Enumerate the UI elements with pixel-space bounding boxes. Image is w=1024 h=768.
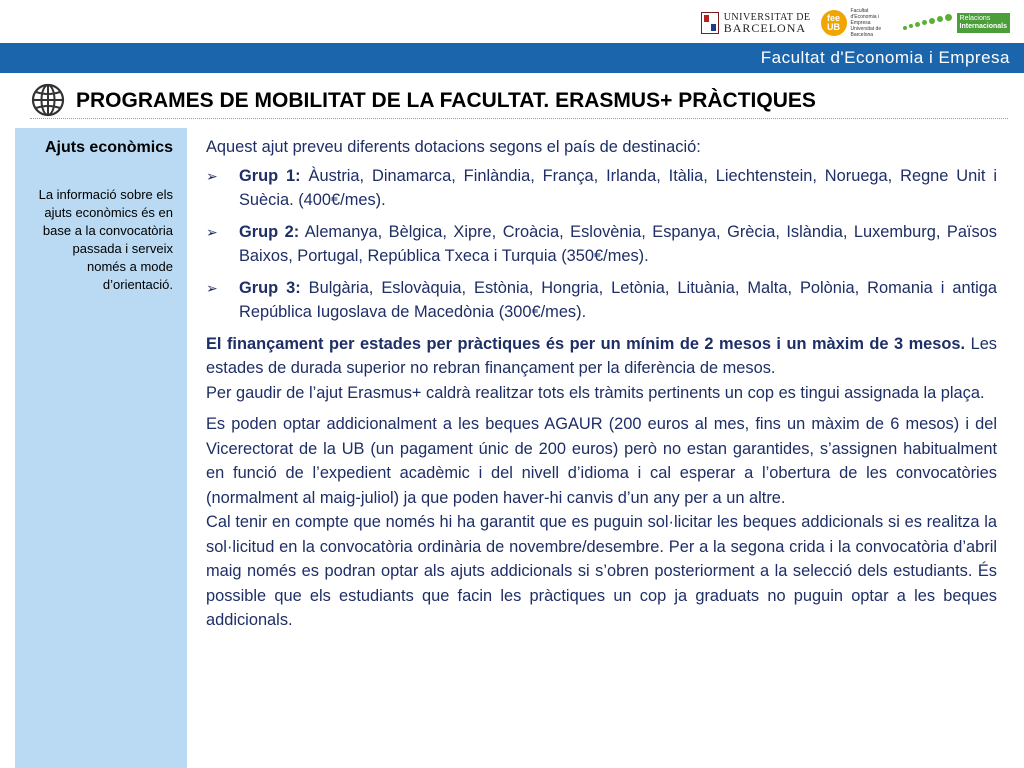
financing-paragraph: [206, 332, 997, 381]
relacions-internacionals-logo[interactable]: [901, 13, 1010, 33]
ub-shield-icon: [701, 12, 719, 34]
ub-logo-line2: BARCELONA: [723, 21, 807, 35]
financing-rest: Les estades de durada superior no rebran finançament per la diferència de mesos.: [206, 334, 998, 377]
fee-mark: fee UB: [821, 10, 847, 36]
fee-logo-text: Facultat d'Economia i Empresa Universitat de Barcelona: [850, 8, 882, 38]
group-countries: Àustria, Dinamarca, Finlàndia, França, Irlanda, Itàlia, Liechtenstein, Noruega, Regne Unit i Suècia. (400€/mes).: [239, 166, 997, 209]
financing-bold: El finançament per estades per pràctiques és per un mínim de 2 mesos i un màxim de 3 mesos.: [206, 334, 966, 353]
list-item: [206, 164, 997, 213]
ub-logo-line1: UNIVERSITAT DE: [723, 12, 811, 23]
dots-icon: [901, 13, 953, 33]
agaur-paragraph: Es poden optar addicionalment a les beques AGAUR (200 euros al mes, fins un màxim de 6 mesos) i del Vicerectorat de la UB (un pagament únic de 200 euros) però no estan garantides, s’assignen habitualment en funció de l’expedient acadèmic i del nivell d’idioma i cal esperar a l’obertura de les convocatòries (normalment al maig-juliol) ja que poden haver-hi canvis d’un any per a un altre.: [206, 415, 997, 507]
faculty-banner: [0, 43, 1024, 73]
title-row: [30, 82, 1008, 119]
erasmus-note-paragraph: Per gaudir de l’ajut Erasmus+ caldrà realitzar tots els tràmits pertinents un cop es tingui assignada la plaça.: [206, 383, 985, 402]
intro-paragraph: Aquest ajut preveu diferents dotacions segons el país de destinació:: [206, 138, 701, 156]
page-title: PROGRAMES DE MOBILITAT DE LA FACULTAT. ERASMUS+ PRÀCTIQUES: [76, 89, 816, 112]
ri-logo-line1: Relacions: [959, 15, 991, 22]
group-label: Grup 2:: [239, 222, 300, 241]
arrow-bullet-icon: ➢: [206, 167, 218, 184]
list-item: [206, 220, 997, 269]
group-list: [206, 164, 997, 325]
arrow-bullet-icon: ➢: [206, 279, 218, 296]
sidebar: [15, 128, 187, 768]
group-countries: Bulgària, Eslovàquia, Estònia, Hongria, Letònia, Lituània, Malta, Polònia, Romania i antiga República Iugoslava de Macedònia (300€/mes).: [239, 278, 997, 321]
group-label: Grup 3:: [239, 278, 301, 297]
main-content: [206, 135, 997, 633]
guarantee-paragraph: Cal tenir en compte que només hi ha garantit que es puguin sol·licitar les beques addicionals si es realitza la sol·licitud en la convocatòria ordinària de novembre/desembre. Per a la segona crida i la convocatòria d’abril maig només es podran optar als ajuts addicionals si s’obren posteriorment a la selecció dels estudiants. És possible que els estudiants que facin les pràctiques un cop ja graduats no puguin optar a les beques addicionals.: [206, 513, 997, 629]
banner-text: Facultat d'Economia i Empresa: [760, 48, 1010, 67]
group-countries: Alemanya, Bèlgica, Xipre, Croàcia, Eslovènia, Espanya, Grècia, Islàndia, Luxemburg, Països Baixos, Portugal, República Txeca i Turquia (350€/mes).: [239, 222, 997, 265]
sidebar-note: La informació sobre els ajuts econòmics és en base a la convocatòria passada i serveix només a mode d’orientació.: [38, 187, 173, 292]
header-logos: [701, 8, 1010, 38]
sidebar-heading: Ajuts econòmics: [44, 139, 173, 156]
ub-logo[interactable]: [701, 12, 811, 34]
arrow-bullet-icon: ➢: [206, 223, 218, 240]
fee-logo[interactable]: [821, 8, 891, 38]
ri-logo-line2: Internacionals: [959, 23, 1007, 30]
group-label: Grup 1:: [239, 166, 301, 185]
list-item: [206, 276, 997, 325]
globe-icon: [30, 82, 66, 118]
